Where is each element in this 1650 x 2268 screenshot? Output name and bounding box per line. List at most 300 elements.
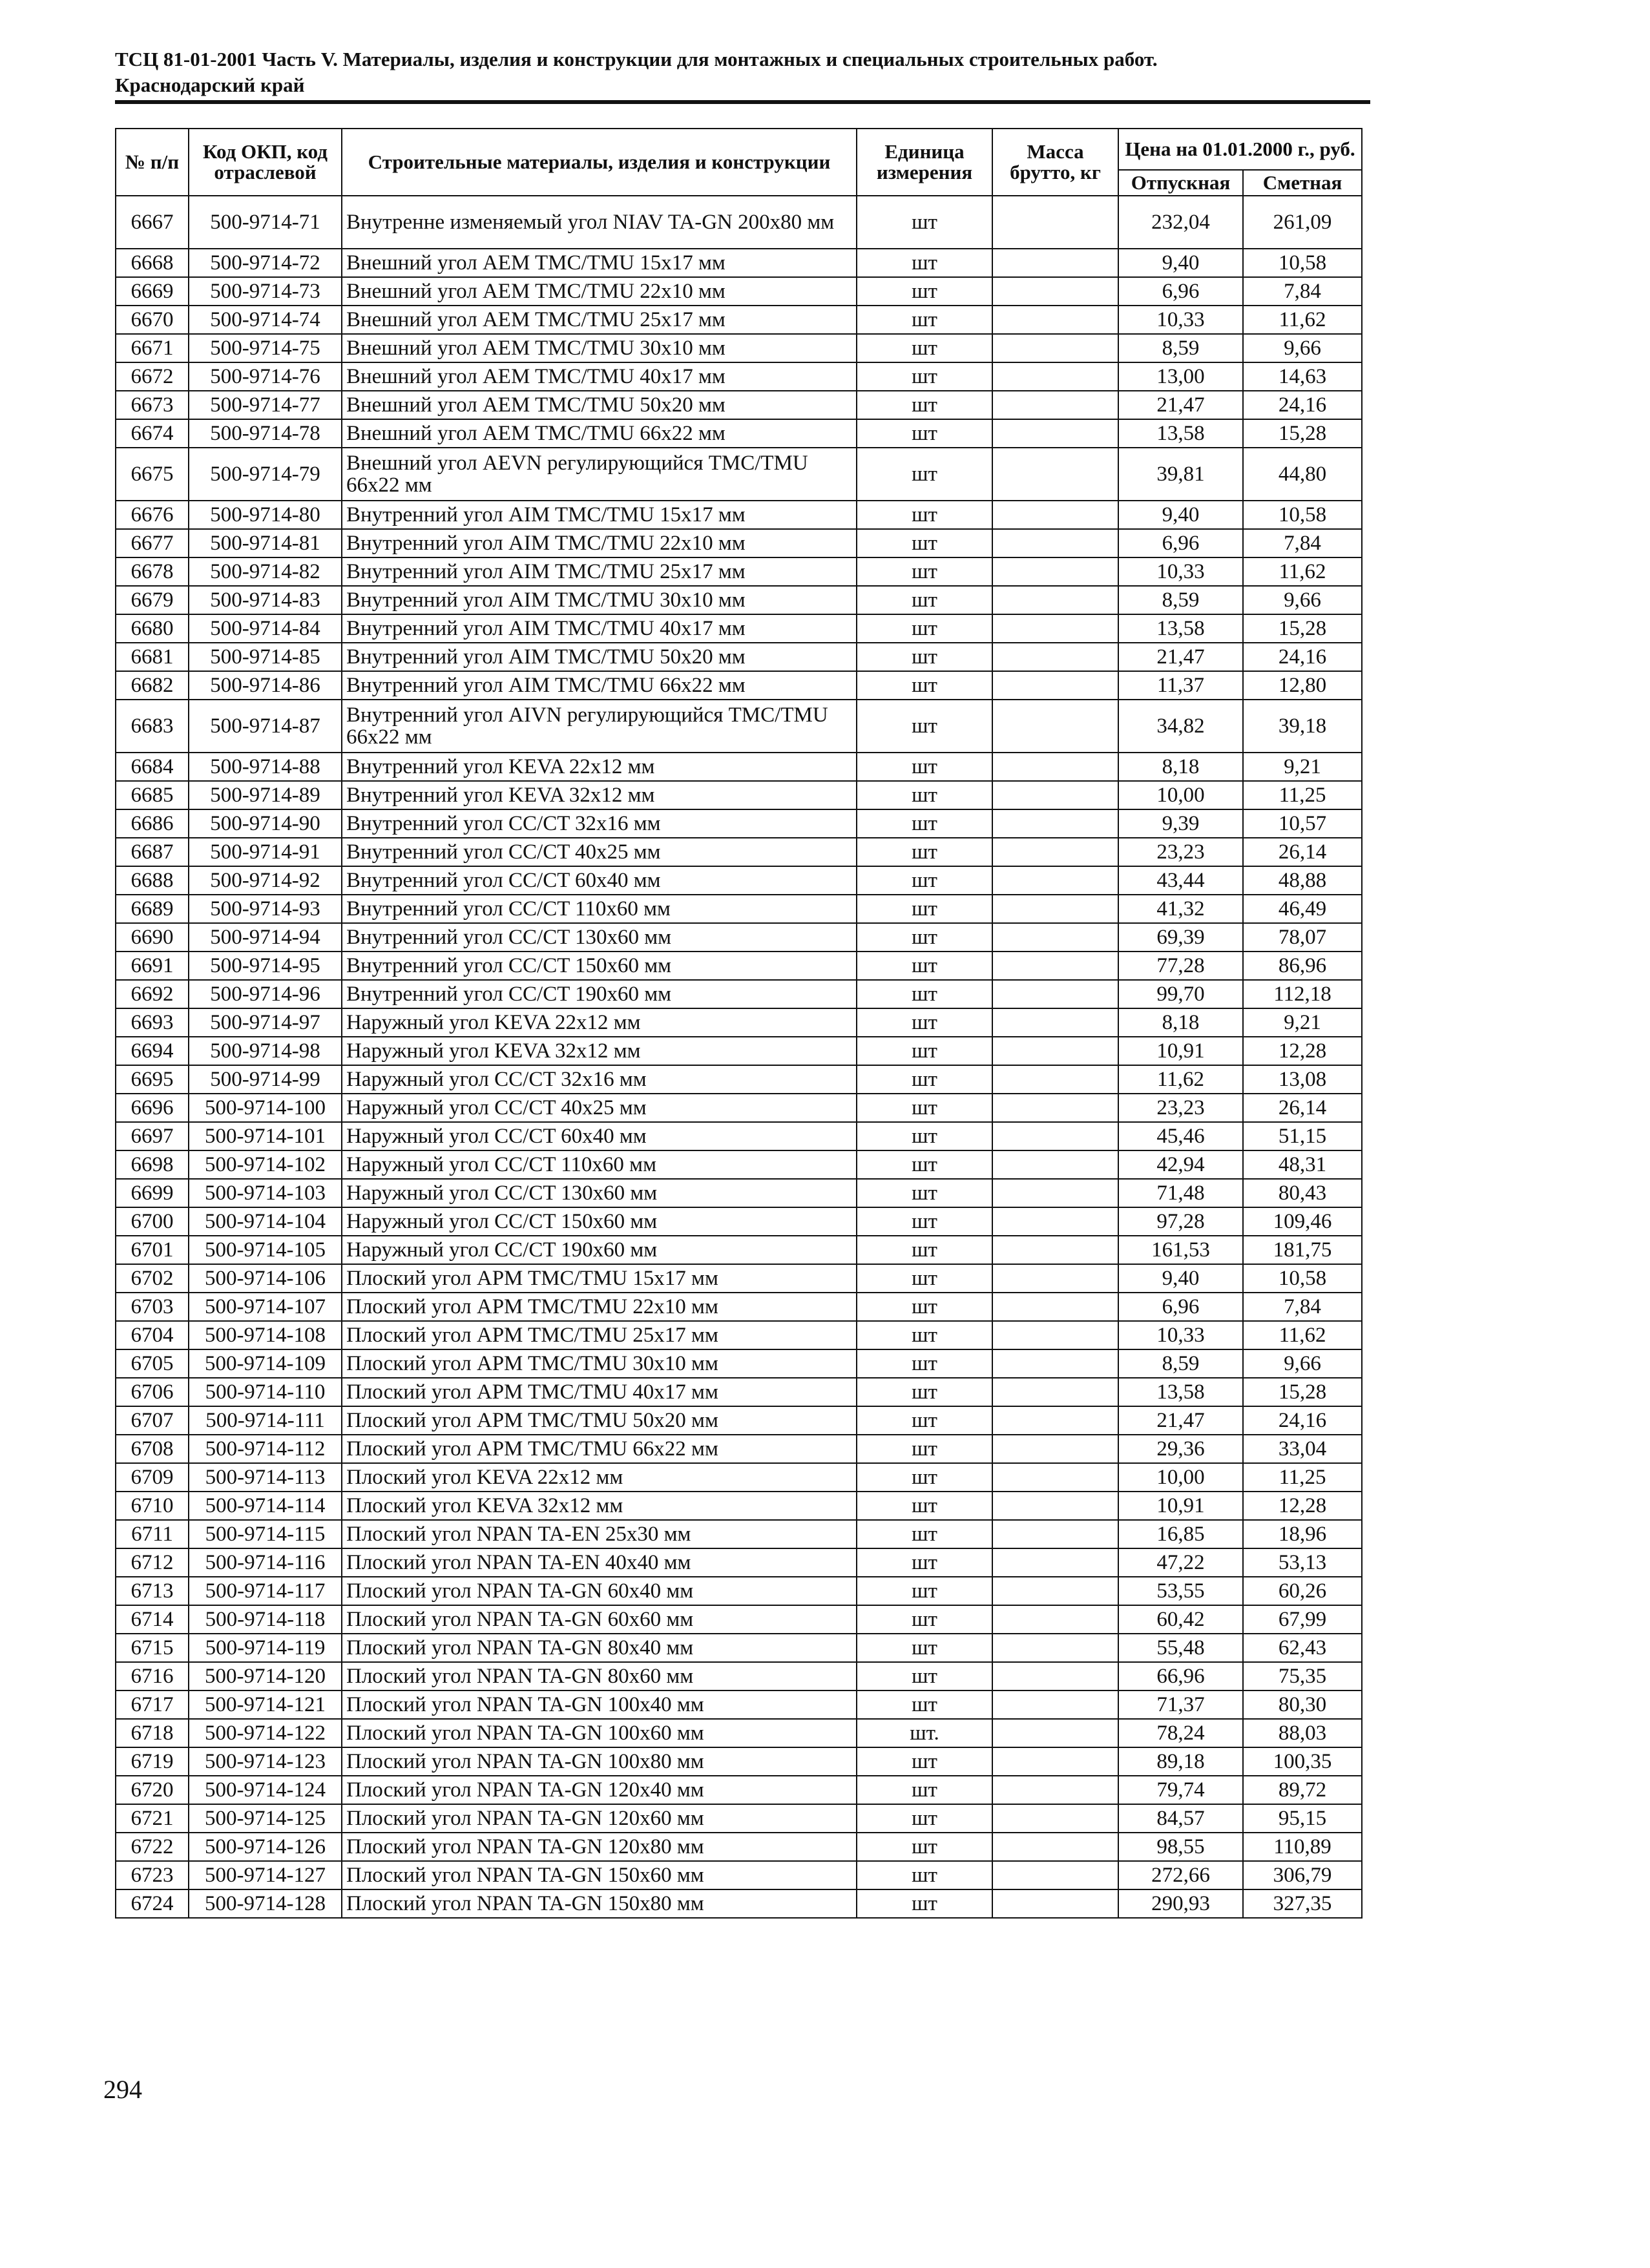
row-code: 500-9714-122	[189, 1719, 342, 1747]
col-header-mass: Масса брутто, кг	[992, 129, 1118, 196]
row-num: 6696	[116, 1094, 189, 1122]
row-mass	[992, 448, 1118, 501]
table-row	[116, 1463, 1362, 1492]
table-row	[116, 1776, 1362, 1804]
table-row	[116, 419, 1362, 448]
table-row	[116, 334, 1362, 362]
row-price-release: 6,96	[1118, 277, 1243, 306]
row-name: Плоский угол APM TMC/TMU 40x17 мм	[342, 1378, 857, 1406]
row-unit: шт	[857, 866, 992, 895]
row-mass	[992, 980, 1118, 1008]
table-row	[116, 1094, 1362, 1122]
row-unit: шт	[857, 448, 992, 501]
row-price-estimate: 48,31	[1243, 1150, 1362, 1179]
row-code: 500-9714-79	[189, 448, 342, 501]
row-price-release: 11,62	[1118, 1065, 1243, 1094]
row-price-release: 77,28	[1118, 952, 1243, 980]
row-name: Плоский угол APM TMC/TMU 50x20 мм	[342, 1406, 857, 1435]
row-name: Плоский угол APM TMC/TMU 66x22 мм	[342, 1435, 857, 1463]
row-code: 500-9714-118	[189, 1605, 342, 1634]
row-mass	[992, 306, 1118, 334]
row-num: 6677	[116, 529, 189, 557]
row-price-release: 53,55	[1118, 1577, 1243, 1605]
table-row	[116, 980, 1362, 1008]
row-num: 6715	[116, 1634, 189, 1662]
row-num: 6668	[116, 249, 189, 277]
row-price-estimate: 112,18	[1243, 980, 1362, 1008]
row-price-estimate: 11,62	[1243, 557, 1362, 586]
row-num: 6688	[116, 866, 189, 895]
row-price-release: 34,82	[1118, 700, 1243, 753]
row-price-release: 13,58	[1118, 1378, 1243, 1406]
col-header-price-estimate: Сметная	[1243, 170, 1362, 196]
table-row	[116, 1349, 1362, 1378]
row-price-estimate: 26,14	[1243, 838, 1362, 866]
row-name: Наружный угол KEVA 22x12 мм	[342, 1008, 857, 1037]
row-num: 6718	[116, 1719, 189, 1747]
row-price-estimate: 9,66	[1243, 1349, 1362, 1378]
row-name: Плоский угол NPAN TA-GN 120x40 мм	[342, 1776, 857, 1804]
row-name: Плоский угол KEVA 22x12 мм	[342, 1463, 857, 1492]
row-unit: шт	[857, 1463, 992, 1492]
row-price-estimate: 9,66	[1243, 334, 1362, 362]
row-price-release: 98,55	[1118, 1833, 1243, 1861]
row-unit: шт	[857, 1037, 992, 1065]
table-row	[116, 1293, 1362, 1321]
table-row	[116, 529, 1362, 557]
row-price-release: 6,96	[1118, 529, 1243, 557]
row-price-release: 10,33	[1118, 306, 1243, 334]
row-mass	[992, 1207, 1118, 1236]
row-mass	[992, 1008, 1118, 1037]
row-code: 500-9714-71	[189, 196, 342, 249]
row-price-estimate: 75,35	[1243, 1662, 1362, 1691]
row-name: Наружный угол CC/CT 110x60 мм	[342, 1150, 857, 1179]
row-num: 6682	[116, 671, 189, 700]
row-price-release: 21,47	[1118, 391, 1243, 419]
row-num: 6705	[116, 1349, 189, 1378]
col-header-price-group: Цена на 01.01.2000 г., руб.	[1118, 129, 1362, 170]
table-row	[116, 923, 1362, 952]
row-name: Плоский угол NPAN TA-GN 100x80 мм	[342, 1747, 857, 1776]
row-price-release: 13,00	[1118, 362, 1243, 391]
row-unit: шт	[857, 1150, 992, 1179]
page-number: 294	[103, 2075, 142, 2104]
table-row	[116, 1691, 1362, 1719]
row-num: 6706	[116, 1378, 189, 1406]
col-header-num: № п/п	[116, 129, 189, 196]
row-unit: шт	[857, 700, 992, 753]
row-price-estimate: 11,25	[1243, 781, 1362, 809]
row-name: Наружный угол CC/CT 150x60 мм	[342, 1207, 857, 1236]
table-row	[116, 838, 1362, 866]
row-code: 500-9714-95	[189, 952, 342, 980]
table-row	[116, 1150, 1362, 1179]
row-num: 6675	[116, 448, 189, 501]
row-mass	[992, 1065, 1118, 1094]
row-code: 500-9714-110	[189, 1378, 342, 1406]
row-num: 6722	[116, 1833, 189, 1861]
row-name: Внутренний угол KEVA 22x12 мм	[342, 753, 857, 781]
row-name: Внешний угол AEM TMC/TMU 40x17 мм	[342, 362, 857, 391]
row-code: 500-9714-111	[189, 1406, 342, 1435]
row-price-release: 21,47	[1118, 643, 1243, 671]
table-row	[116, 557, 1362, 586]
row-name: Плоский угол NPAN TA-GN 100x40 мм	[342, 1691, 857, 1719]
row-code: 500-9714-98	[189, 1037, 342, 1065]
row-mass	[992, 1719, 1118, 1747]
table-row	[116, 249, 1362, 277]
row-code: 500-9714-92	[189, 866, 342, 895]
row-unit: шт	[857, 952, 992, 980]
row-unit: шт	[857, 1634, 992, 1662]
row-mass	[992, 1492, 1118, 1520]
row-mass	[992, 1236, 1118, 1264]
table-row	[116, 1577, 1362, 1605]
table-row	[116, 643, 1362, 671]
row-price-release: 16,85	[1118, 1520, 1243, 1548]
row-mass	[992, 1293, 1118, 1321]
table-row	[116, 1634, 1362, 1662]
row-mass	[992, 700, 1118, 753]
row-mass	[992, 1179, 1118, 1207]
row-unit: шт	[857, 1804, 992, 1833]
row-name: Внутренний угол AIM TMC/TMU 30x10 мм	[342, 586, 857, 614]
row-unit: шт	[857, 1435, 992, 1463]
row-code: 500-9714-76	[189, 362, 342, 391]
row-price-release: 6,96	[1118, 1293, 1243, 1321]
table-row	[116, 614, 1362, 643]
row-code: 500-9714-107	[189, 1293, 342, 1321]
row-price-estimate: 18,96	[1243, 1520, 1362, 1548]
row-name: Наружный угол CC/CT 190x60 мм	[342, 1236, 857, 1264]
row-unit: шт	[857, 249, 992, 277]
row-unit: шт	[857, 586, 992, 614]
row-name: Внутренний угол AIM TMC/TMU 66x22 мм	[342, 671, 857, 700]
row-code: 500-9714-77	[189, 391, 342, 419]
row-price-estimate: 100,35	[1243, 1747, 1362, 1776]
row-num: 6713	[116, 1577, 189, 1605]
row-name: Внутренний угол AIM TMC/TMU 40x17 мм	[342, 614, 857, 643]
row-price-release: 71,37	[1118, 1691, 1243, 1719]
row-mass	[992, 1321, 1118, 1349]
row-unit: шт	[857, 614, 992, 643]
row-mass	[992, 391, 1118, 419]
row-name: Плоский угол NPAN TA-GN 60x40 мм	[342, 1577, 857, 1605]
row-name: Плоский угол NPAN TA-GN 120x80 мм	[342, 1833, 857, 1861]
row-mass	[992, 1747, 1118, 1776]
row-mass	[992, 1150, 1118, 1179]
row-mass	[992, 1804, 1118, 1833]
row-code: 500-9714-75	[189, 334, 342, 362]
row-price-estimate: 9,21	[1243, 1008, 1362, 1037]
row-name: Внешний угол AEVN регулирующийся TMC/TMU 66x22 мм	[342, 448, 857, 501]
row-code: 500-9714-99	[189, 1065, 342, 1094]
row-price-release: 9,39	[1118, 809, 1243, 838]
row-price-estimate: 60,26	[1243, 1577, 1362, 1605]
table-row	[116, 1378, 1362, 1406]
row-price-estimate: 12,28	[1243, 1492, 1362, 1520]
row-price-estimate: 26,14	[1243, 1094, 1362, 1122]
row-mass	[992, 923, 1118, 952]
row-name: Плоский угол KEVA 32x12 мм	[342, 1492, 857, 1520]
row-name: Внутренний угол AIM TMC/TMU 25x17 мм	[342, 557, 857, 586]
row-unit: шт	[857, 529, 992, 557]
row-price-release: 23,23	[1118, 1094, 1243, 1122]
table-row	[116, 1264, 1362, 1293]
row-mass	[992, 1776, 1118, 1804]
table-row	[116, 501, 1362, 529]
row-mass	[992, 1122, 1118, 1150]
row-mass	[992, 334, 1118, 362]
row-code: 500-9714-84	[189, 614, 342, 643]
row-price-release: 60,42	[1118, 1605, 1243, 1634]
row-mass	[992, 1520, 1118, 1548]
row-price-estimate: 39,18	[1243, 700, 1362, 753]
row-code: 500-9714-105	[189, 1236, 342, 1264]
row-price-estimate: 48,88	[1243, 866, 1362, 895]
table-row	[116, 1236, 1362, 1264]
row-unit: шт	[857, 1833, 992, 1861]
row-unit: шт	[857, 1349, 992, 1378]
row-name: Плоский угол NPAN TA-EN 40x40 мм	[342, 1548, 857, 1577]
table-row	[116, 586, 1362, 614]
row-price-estimate: 12,28	[1243, 1037, 1362, 1065]
col-header-price-release: Отпускная	[1118, 170, 1243, 196]
row-num: 6700	[116, 1207, 189, 1236]
row-unit: шт	[857, 1776, 992, 1804]
row-price-release: 8,59	[1118, 334, 1243, 362]
row-unit: шт	[857, 643, 992, 671]
row-unit: шт	[857, 391, 992, 419]
row-price-estimate: 7,84	[1243, 529, 1362, 557]
row-name: Плоский угол NPAN TA-GN 80x60 мм	[342, 1662, 857, 1691]
row-price-release: 89,18	[1118, 1747, 1243, 1776]
row-name: Внутренний угол CC/CT 150x60 мм	[342, 952, 857, 980]
row-price-release: 10,91	[1118, 1492, 1243, 1520]
row-num: 6673	[116, 391, 189, 419]
row-mass	[992, 557, 1118, 586]
row-mass	[992, 895, 1118, 923]
row-name: Внутренний угол AIM TMC/TMU 50x20 мм	[342, 643, 857, 671]
table-row	[116, 1804, 1362, 1833]
row-name: Плоский угол NPAN TA-GN 60x60 мм	[342, 1605, 857, 1634]
row-price-release: 10,00	[1118, 781, 1243, 809]
row-price-estimate: 78,07	[1243, 923, 1362, 952]
row-code: 500-9714-72	[189, 249, 342, 277]
row-price-release: 13,58	[1118, 419, 1243, 448]
col-header-unit: Единица измерения	[857, 129, 992, 196]
table-row	[116, 362, 1362, 391]
row-name: Внутренний угол CC/CT 40x25 мм	[342, 838, 857, 866]
row-num: 6717	[116, 1691, 189, 1719]
row-price-release: 43,44	[1118, 866, 1243, 895]
row-mass	[992, 643, 1118, 671]
row-mass	[992, 1378, 1118, 1406]
row-price-estimate: 33,04	[1243, 1435, 1362, 1463]
row-code: 500-9714-88	[189, 753, 342, 781]
row-code: 500-9714-86	[189, 671, 342, 700]
col-header-name: Строительные материалы, изделия и конструкции	[342, 129, 857, 196]
table-row	[116, 1747, 1362, 1776]
document-header: ТСЦ 81-01-2001 Часть V. Материалы, изделия и конструкции для монтажных и специальных строительных работ.	[115, 48, 1158, 70]
row-name: Внутренний угол CC/CT 110x60 мм	[342, 895, 857, 923]
table-row	[116, 1037, 1362, 1065]
row-name: Плоский угол APM TMC/TMU 30x10 мм	[342, 1349, 857, 1378]
row-price-release: 66,96	[1118, 1662, 1243, 1691]
row-num: 6692	[116, 980, 189, 1008]
row-price-release: 97,28	[1118, 1207, 1243, 1236]
row-code: 500-9714-93	[189, 895, 342, 923]
row-unit: шт	[857, 1747, 992, 1776]
row-unit: шт	[857, 1861, 992, 1889]
row-num: 6669	[116, 277, 189, 306]
row-price-release: 13,58	[1118, 614, 1243, 643]
row-code: 500-9714-123	[189, 1747, 342, 1776]
row-mass	[992, 1463, 1118, 1492]
row-mass	[992, 1889, 1118, 1918]
row-mass	[992, 586, 1118, 614]
row-name: Внешний угол AEM TMC/TMU 15x17 мм	[342, 249, 857, 277]
row-price-estimate: 53,13	[1243, 1548, 1362, 1577]
row-price-estimate: 44,80	[1243, 448, 1362, 501]
row-num: 6685	[116, 781, 189, 809]
row-name: Внутренне изменяемый угол NIAV TA-GN 200x80 мм	[342, 196, 857, 249]
row-unit: шт	[857, 671, 992, 700]
row-code: 500-9714-116	[189, 1548, 342, 1577]
row-unit: шт	[857, 1293, 992, 1321]
row-price-release: 78,24	[1118, 1719, 1243, 1747]
row-price-estimate: 24,16	[1243, 391, 1362, 419]
row-price-estimate: 9,21	[1243, 753, 1362, 781]
table-row	[116, 1008, 1362, 1037]
table-row	[116, 952, 1362, 980]
row-unit: шт	[857, 1321, 992, 1349]
row-price-release: 11,37	[1118, 671, 1243, 700]
row-num: 6719	[116, 1747, 189, 1776]
row-num: 6694	[116, 1037, 189, 1065]
row-price-release: 9,40	[1118, 1264, 1243, 1293]
row-mass	[992, 419, 1118, 448]
row-unit: шт	[857, 362, 992, 391]
row-code: 500-9714-127	[189, 1861, 342, 1889]
row-code: 500-9714-80	[189, 501, 342, 529]
row-mass	[992, 866, 1118, 895]
row-code: 500-9714-85	[189, 643, 342, 671]
row-mass	[992, 1037, 1118, 1065]
row-mass	[992, 277, 1118, 306]
row-unit: шт	[857, 419, 992, 448]
row-price-estimate: 12,80	[1243, 671, 1362, 700]
row-num: 6701	[116, 1236, 189, 1264]
table-row	[116, 277, 1362, 306]
row-name: Плоский угол NPAN TA-GN 100x60 мм	[342, 1719, 857, 1747]
row-mass	[992, 1264, 1118, 1293]
row-price-estimate: 261,09	[1243, 196, 1362, 249]
row-price-release: 10,33	[1118, 1321, 1243, 1349]
row-mass	[992, 1662, 1118, 1691]
row-code: 500-9714-82	[189, 557, 342, 586]
row-code: 500-9714-74	[189, 306, 342, 334]
table-row	[116, 1065, 1362, 1094]
table-body	[116, 196, 1362, 1918]
row-price-estimate: 10,58	[1243, 1264, 1362, 1293]
row-price-estimate: 15,28	[1243, 1378, 1362, 1406]
row-unit: шт	[857, 501, 992, 529]
table-row	[116, 1321, 1362, 1349]
row-num: 6704	[116, 1321, 189, 1349]
row-code: 500-9714-126	[189, 1833, 342, 1861]
row-num: 6699	[116, 1179, 189, 1207]
row-mass	[992, 1833, 1118, 1861]
row-unit: шт	[857, 1008, 992, 1037]
row-price-release: 84,57	[1118, 1804, 1243, 1833]
table-row	[116, 1520, 1362, 1548]
row-unit: шт	[857, 838, 992, 866]
row-mass	[992, 1406, 1118, 1435]
row-name: Плоский угол APM TMC/TMU 22x10 мм	[342, 1293, 857, 1321]
row-mass	[992, 196, 1118, 249]
row-mass	[992, 1548, 1118, 1577]
row-code: 500-9714-94	[189, 923, 342, 952]
row-name: Внутренний угол CC/CT 32x16 мм	[342, 809, 857, 838]
table-row	[116, 1179, 1362, 1207]
row-unit: шт	[857, 277, 992, 306]
row-code: 500-9714-91	[189, 838, 342, 866]
row-price-estimate: 62,43	[1243, 1634, 1362, 1662]
row-code: 500-9714-115	[189, 1520, 342, 1548]
row-num: 6707	[116, 1406, 189, 1435]
row-num: 6683	[116, 700, 189, 753]
row-mass	[992, 671, 1118, 700]
row-num: 6679	[116, 586, 189, 614]
row-price-release: 39,81	[1118, 448, 1243, 501]
row-price-release: 232,04	[1118, 196, 1243, 249]
table-row	[116, 1207, 1362, 1236]
row-price-release: 272,66	[1118, 1861, 1243, 1889]
row-unit: шт.	[857, 1719, 992, 1747]
row-unit: шт	[857, 1492, 992, 1520]
row-name: Внутренний угол CC/CT 60x40 мм	[342, 866, 857, 895]
col-header-code: Код ОКП, код отраслевой	[189, 129, 342, 196]
row-code: 500-9714-101	[189, 1122, 342, 1150]
table-row	[116, 671, 1362, 700]
row-unit: шт	[857, 1207, 992, 1236]
price-table	[115, 128, 1363, 1919]
row-num: 6681	[116, 643, 189, 671]
table-row	[116, 1435, 1362, 1463]
row-code: 500-9714-112	[189, 1435, 342, 1463]
table-row	[116, 1889, 1362, 1918]
row-code: 500-9714-81	[189, 529, 342, 557]
row-code: 500-9714-109	[189, 1349, 342, 1378]
table-row	[116, 781, 1362, 809]
table-row	[116, 1861, 1362, 1889]
table-row	[116, 1662, 1362, 1691]
row-price-estimate: 67,99	[1243, 1605, 1362, 1634]
row-code: 500-9714-125	[189, 1804, 342, 1833]
table-row	[116, 753, 1362, 781]
table-row	[116, 1406, 1362, 1435]
row-name: Внутренний угол AIM TMC/TMU 22x10 мм	[342, 529, 857, 557]
row-num: 6676	[116, 501, 189, 529]
table-row	[116, 809, 1362, 838]
row-code: 500-9714-100	[189, 1094, 342, 1122]
row-code: 500-9714-89	[189, 781, 342, 809]
document-region: Краснодарский край	[115, 74, 305, 96]
row-num: 6680	[116, 614, 189, 643]
table-row	[116, 1719, 1362, 1747]
